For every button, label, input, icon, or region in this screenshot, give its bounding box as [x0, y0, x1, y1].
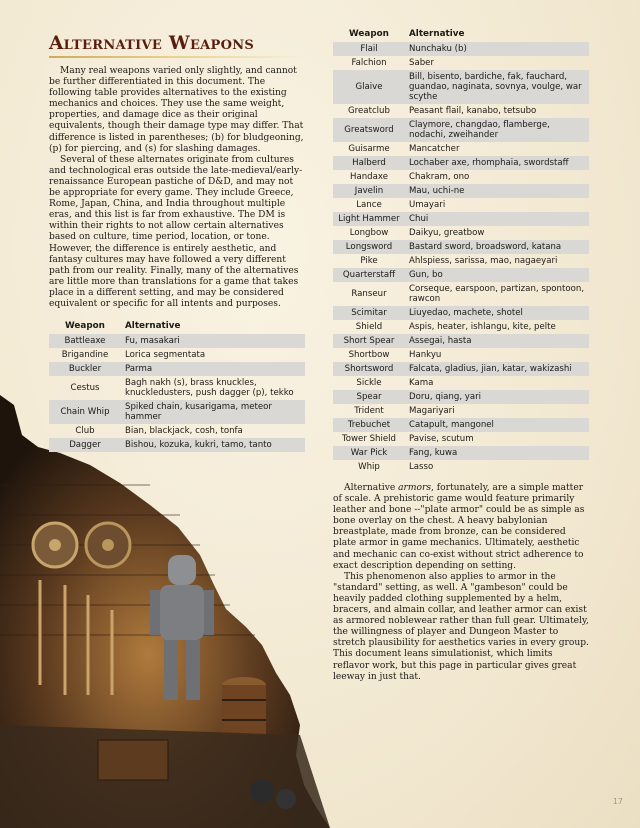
alternative-cell: Daikyu, greatbow [409, 228, 485, 238]
left-column [49, 33, 305, 452]
table-row [333, 334, 589, 348]
weapon-cell: Dagger [49, 438, 121, 452]
table-row [333, 362, 589, 376]
table-row [333, 432, 589, 446]
alternative-cell: Assegai, hasta [405, 334, 589, 348]
alternative-cell: Umayari [409, 200, 446, 210]
intro-paragraph-2: Several of these alternates originate from cultures and technological eras outside the late-medieval/early-renaissance European pastiche of D&D, and may not be appropriate for every game. They include Greece, Rome, Japan, China, and India throughout multiple eras, and this list is far from exhaustive. The DM is within their rights to not allow certain alternatives based on culture, time period, location, or tone. However, the difference is entirely aesthetic, and fantasy cultures may have followed a very different path from our reality. Finally, many of the alternatives are little more than translations for a game that takes place in a different setting, and may be considered equivalent or specific for all intents and purposes. [49, 154, 303, 309]
alternative-cell: Spiked chain, kusarigama, meteor hammer [121, 400, 305, 424]
alternative-cell: Chui [405, 212, 589, 226]
table-row [333, 212, 589, 226]
column-header-alternative: Alternative [409, 29, 465, 39]
table-row [333, 240, 589, 254]
alternative-cell: Lorica segmentata [125, 350, 206, 361]
weapon-cell: Falchion [351, 58, 387, 68]
weapon-cell: Flail [333, 42, 405, 56]
closing-paragraph: This phenomenon also applies to armor in the "standard" setting, as well. A "gambeson" could be heavily padded clothing supplemented by a helm, bracers, and almain collar, and leather armor can exist as armored noblewear rather than full gear. Ultimately, the willingness of player and Dungeon Master to stretch plausibility for aesthetics varies in every group. This document leans simulationist, which limits reflavor work, but this page in particular gives great leeway in just that. [333, 571, 589, 682]
column-header-alternative: Alternative [125, 321, 181, 332]
alternative-cell: Bastard sword, broadsword, katana [405, 240, 589, 254]
weapon-cell: Shortsword [333, 362, 405, 376]
weapon-cell: Chain Whip [49, 400, 121, 424]
alternative-cell: Gun, bo [405, 268, 589, 282]
table-row [333, 418, 589, 432]
table-row [333, 404, 589, 418]
alternative-cell: Bishou, kozuka, kukri, tamo, tanto [121, 438, 305, 452]
alternative-cell: Hankyu [409, 350, 442, 360]
weapon-cell: Quarterstaff [333, 268, 405, 282]
table-row [49, 362, 305, 376]
weapon-cell: Longsword [333, 240, 405, 254]
table-row [333, 118, 589, 142]
weapons-table-left [49, 318, 305, 452]
table-row [333, 184, 589, 198]
column-header-weapon: Weapon [65, 321, 105, 332]
table-row [333, 198, 589, 212]
weapon-cell: Club [75, 426, 95, 437]
weapons-table-right [333, 26, 589, 474]
table-row [333, 460, 589, 474]
alternative-cell: Parma [121, 362, 305, 376]
weapon-cell: Short Spear [333, 334, 405, 348]
weapon-cell: Trident [354, 406, 384, 416]
right-column [333, 26, 589, 683]
alternative-cell: Aspis, heater, ishlangu, kite, pelte [409, 322, 556, 332]
table-row [333, 170, 589, 184]
armor-paragraph [333, 483, 589, 572]
table-row [333, 282, 589, 306]
table-row [333, 226, 589, 240]
weapon-cell: Trebuchet [333, 418, 405, 432]
weapon-cell: Brigandine [61, 350, 109, 361]
weapon-cell: Buckler [49, 362, 121, 376]
weapon-cell: Cestus [70, 383, 100, 394]
alternative-cell: Lochaber axe, rhomphaia, swordstaff [405, 156, 589, 170]
weapon-cell: Guisarme [348, 144, 390, 154]
armor-paragraph-lead: Alternative [344, 483, 399, 493]
weapon-cell: Scimitar [333, 306, 405, 320]
alternative-cell: Kama [409, 378, 434, 388]
weapon-cell: Whip [358, 462, 380, 472]
alternative-cell: Doru, qiang, yari [405, 390, 589, 404]
weapon-cell: Glaive [333, 70, 405, 104]
alternative-cell: Pavise, scutum [409, 434, 474, 444]
alternative-cell: Chakram, ono [409, 172, 470, 182]
table-row [333, 320, 589, 334]
alternative-cell: Mau, uchi-ne [405, 184, 589, 198]
table-row [333, 156, 589, 170]
table-row [333, 254, 589, 268]
weapon-cell: Halberd [333, 156, 405, 170]
armory-illustration [0, 395, 330, 828]
weapon-cell: Handaxe [349, 172, 388, 182]
table-row [333, 306, 589, 320]
weapon-cell: Longbow [349, 228, 389, 238]
weapon-cell: Shield [355, 322, 383, 332]
table-row [333, 142, 589, 156]
weapon-cell: Pike [360, 256, 378, 266]
table-row [49, 334, 305, 348]
alternative-cell: Saber [409, 58, 434, 68]
alternative-cell: Bill, bisento, bardiche, fak, fauchard, guandao, naginata, sovnya, voulge, war scythe [405, 70, 589, 104]
weapon-cell: Spear [333, 390, 405, 404]
column-header-weapon: Weapon [349, 29, 389, 39]
table-row [333, 42, 589, 56]
intro-paragraph-1: Many real weapons varied only slightly, and cannot be further differentiated in this document. The following table provides alternatives to the existing mechanics and choices. They use the same weight, properties, and damage dice as their original equivalents, though their damage type may differ. That difference is listed in parentheses; (b) for bludgeoning, (p) for piercing, and (s) for slashing damages. [49, 66, 304, 154]
table-row [49, 348, 305, 362]
weapon-cell: Greatclub [348, 106, 390, 116]
table-row [333, 268, 589, 282]
weapon-cell: Shortbow [348, 350, 390, 360]
alternative-cell: Claymore, changdao, flamberge, nodachi, zweihander [405, 118, 589, 142]
table-row [49, 424, 305, 438]
alternative-cell: Mancatcher [409, 144, 460, 154]
weapon-cell: Lance [356, 200, 382, 210]
table-row [49, 400, 305, 424]
weapon-cell: War Pick [333, 446, 405, 460]
alternative-cell: Bian, blackjack, cosh, tonfa [125, 426, 243, 437]
alternative-cell: Fang, kuwa [405, 446, 589, 460]
weapon-cell: Ranseur [351, 289, 387, 299]
table-row [333, 348, 589, 362]
armor-paragraph-rest: , fortunately, are a simple matter of scale. A prehistoric game would feature primarily leather and bone --"plate armor" could be as simple as bone overlay on the chest. A heavy babylonian breastplate, made from bronze, can be considered plate armor in game mechanics. Ultimately, aesthetic and mechanic can co-exist without strict adherence to exact description depending on setting. [333, 483, 585, 571]
table-row [333, 104, 589, 118]
weapon-cell: Greatsword [333, 118, 405, 142]
weapon-cell: Light Hammer [333, 212, 405, 226]
alternative-cell: Nunchaku (b) [405, 42, 589, 56]
table-row [333, 56, 589, 70]
alternative-cell: Lasso [409, 462, 434, 472]
table-row [49, 438, 305, 452]
table-row [333, 390, 589, 404]
alternative-cell: Ahlspiess, sarissa, mao, nagaeyari [409, 256, 558, 266]
alternative-cell: Peasant flail, kanabo, tetsubo [409, 106, 537, 116]
weapon-cell: Sickle [356, 378, 382, 388]
weapon-cell: Javelin [333, 184, 405, 198]
page-title: Alternative Weapons [49, 33, 255, 54]
title-rule [49, 56, 305, 58]
alternative-cell: Corseque, earspoon, partizan, spontoon, rawcon [409, 284, 585, 304]
table-row [333, 376, 589, 390]
table-row [333, 70, 589, 104]
alternative-cell: Falcata, gladius, jian, katar, wakizashi [405, 362, 589, 376]
weapon-cell: Tower Shield [341, 434, 397, 444]
armor-paragraph-emphasis: armors [398, 483, 432, 493]
alternative-cell: Catapult, mangonel [405, 418, 589, 432]
alternative-cell: Magariyari [409, 406, 455, 416]
alternative-cell: Fu, masakari [121, 334, 305, 348]
table-row [333, 446, 589, 460]
page-number: 17 [612, 797, 623, 806]
table-row [49, 376, 305, 400]
alternative-cell: Liuyedao, machete, shotel [405, 306, 589, 320]
weapon-cell: Battleaxe [49, 334, 121, 348]
alternative-cell: Bagh nakh (s), brass knuckles, knuckledusters, push dagger (p), tekko [125, 378, 294, 399]
